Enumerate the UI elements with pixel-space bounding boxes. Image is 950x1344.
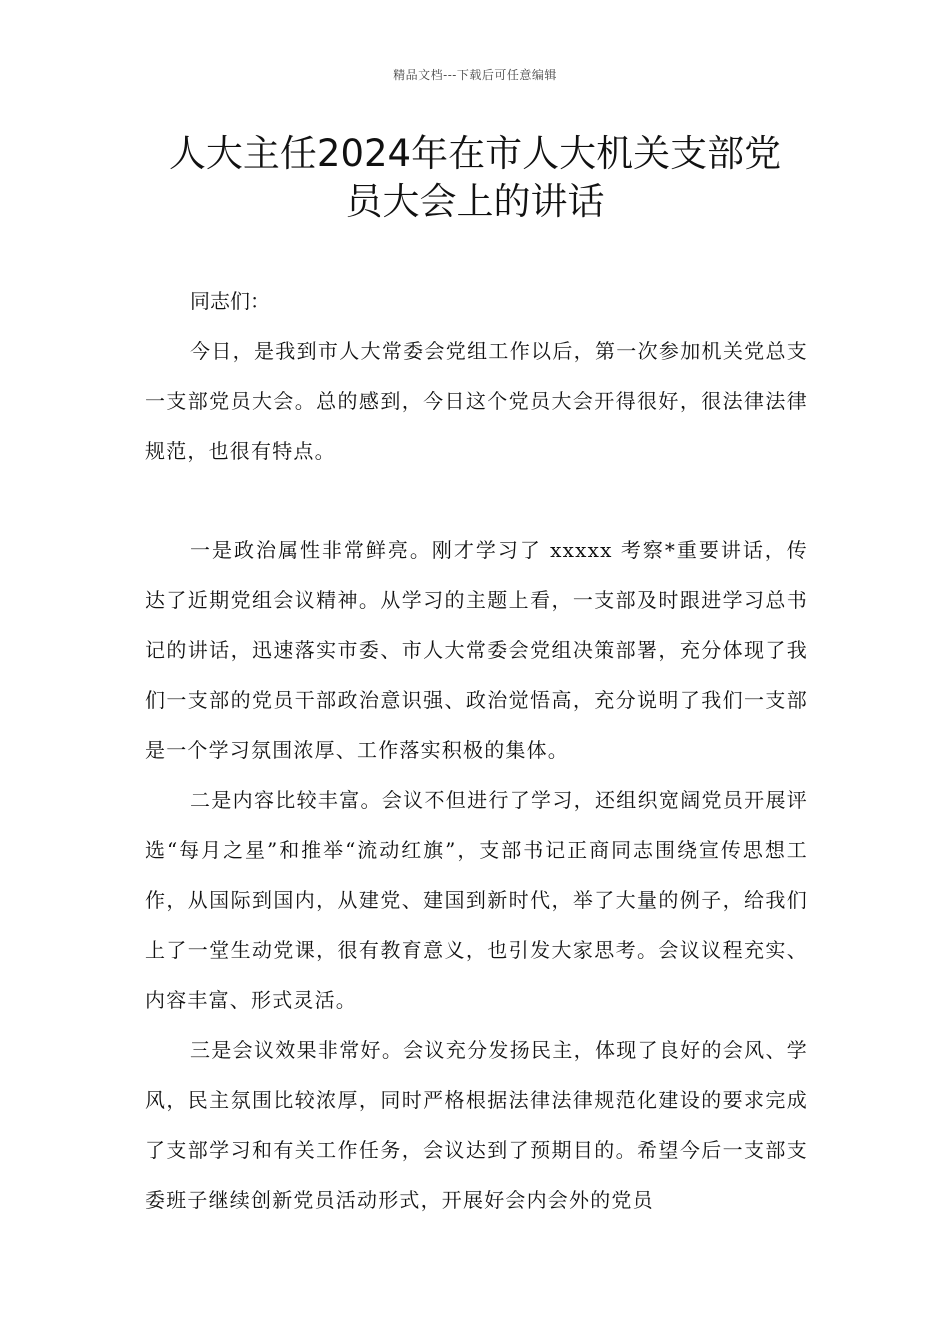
paragraph-point-two: 二是内容比较丰富。会议不但进行了学习，还组织宽阔党员开展评选“每月之星”和推举“流动红旗”，支部书记正商同志围绕宣传思想工作，从国际到国内，从建党、建国到新时代，举了大量的例子，给我们上了一堂生动党课，很有教育意义，也引发大家思考。会议议程充实、内容丰富、形式灵活。 — [145, 788, 808, 1012]
intro-paragraph-block — [145, 326, 808, 476]
paragraph-point-one: 一是政治属性非常鲜亮。刚才学习了 xxxxx 考察*重要讲话，传达了近期党组会议精神。从学习的主题上看，一支部及时跟进学习总书记的讲话，迅速落实市委、市人大常委会党组决策部署，充分体现了我们一支部的党员干部政治意识强、政治觉悟高，充分说明了我们一支部是一个学习氛围浓厚、工作落实积极的集体。 — [145, 538, 808, 762]
salutation: 同志们： — [190, 289, 270, 313]
paragraph-intro: 今日，是我到市人大常委会党组工作以后，第一次参加机关党总支一支部党员大会。总的感到，今日这个党员大会开得很好，很法律法律规范，也很有特点。 — [145, 339, 808, 463]
paragraph-point-three: 三是会议效果非常好。会议充分发扬民主，体现了良好的会风、学风，民主氛围比较浓厚，同时严格根据法律法律规范化建设的要求完成了支部学习和有关工作任务，会议达到了预期目的。希望今后一支部支委班子继续创新党员活动形式，开展好会内会外的党员 — [145, 1038, 808, 1212]
page-header-watermark: 精品文档---下载后可任意编辑 — [393, 68, 557, 82]
document-title — [100, 130, 850, 226]
title-line-1: 人大主任2024年在市人大机关支部党 — [168, 132, 782, 175]
body-paragraphs — [145, 525, 808, 1225]
title-line-2: 员大会上的讲话 — [345, 180, 605, 223]
